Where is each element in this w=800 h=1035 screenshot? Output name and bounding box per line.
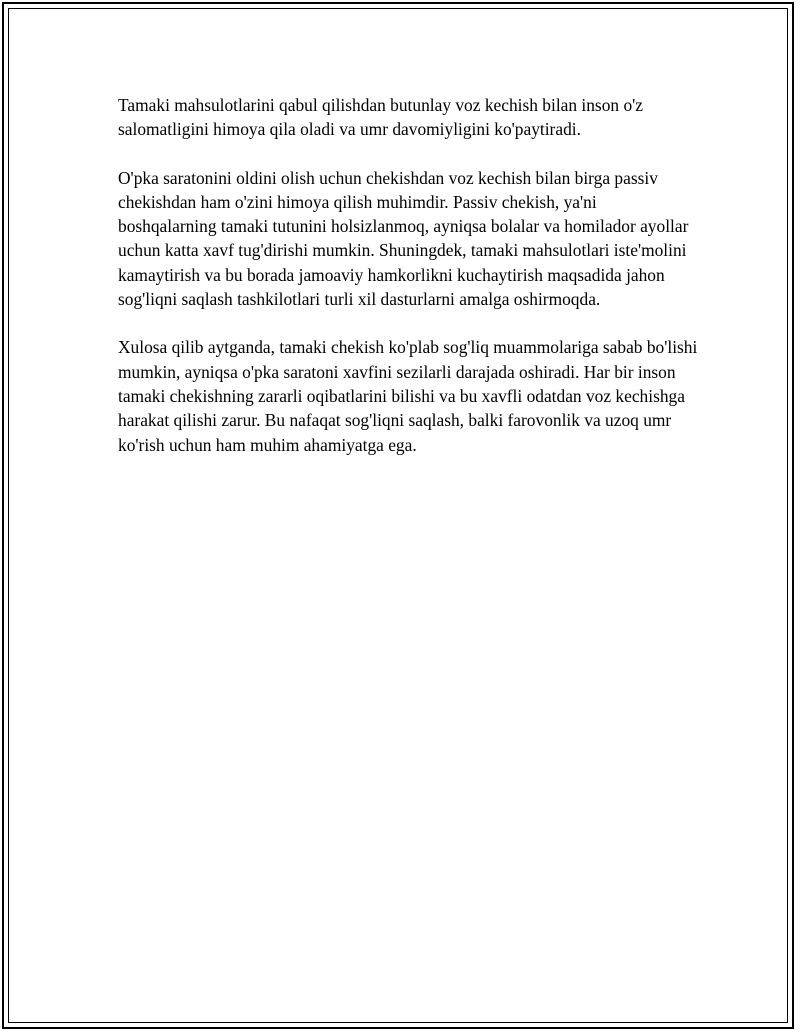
paragraph-1: Tamaki mahsulotlarini qabul qilishdan butunlay voz kechish bilan inson o'z salomatligini himoya qila oladi va umr davomiyligini ko'paytiradi. <box>118 95 643 140</box>
document-body <box>118 93 698 481</box>
paragraph-3: Xulosa qilib aytganda, tamaki chekish ko'plab sog'liq muammolariga sabab bo'lishi mumkin, ayniqsa o'pka saratoni xavfini sezilarli darajada oshiradi. Har bir inson tamaki chekishning zararli oqibatlarini bilishi va bu xavfli odatdan voz kechishga harakat qilishi zarur. Bu nafaqat sog'liqni saqlash, balki farovonlik va uzoq umr ko'rish uchun ham muhim ahamiyatga ega. <box>118 337 698 455</box>
paragraph-2: O'pka saratonini oldini olish uchun chekishdan voz kechish bilan birga passiv chekishdan ham o'zini himoya qilish muhimdir. Passiv chekish, ya'ni boshqalarning tamaki tutunini holsizlanmoq, ayniqsa bolalar va homilador ayollar uchun katta xavf tug'dirishi mumkin. Shuningdek, tamaki mahsulotlari iste'molini kamaytirish va bu borada jamoaviy hamkorlikni kuchaytirish maqsadida jahon sog'liqni saqlash tashkilotlari turli xil dasturlarni amalga oshirmoqda. <box>118 167 689 310</box>
